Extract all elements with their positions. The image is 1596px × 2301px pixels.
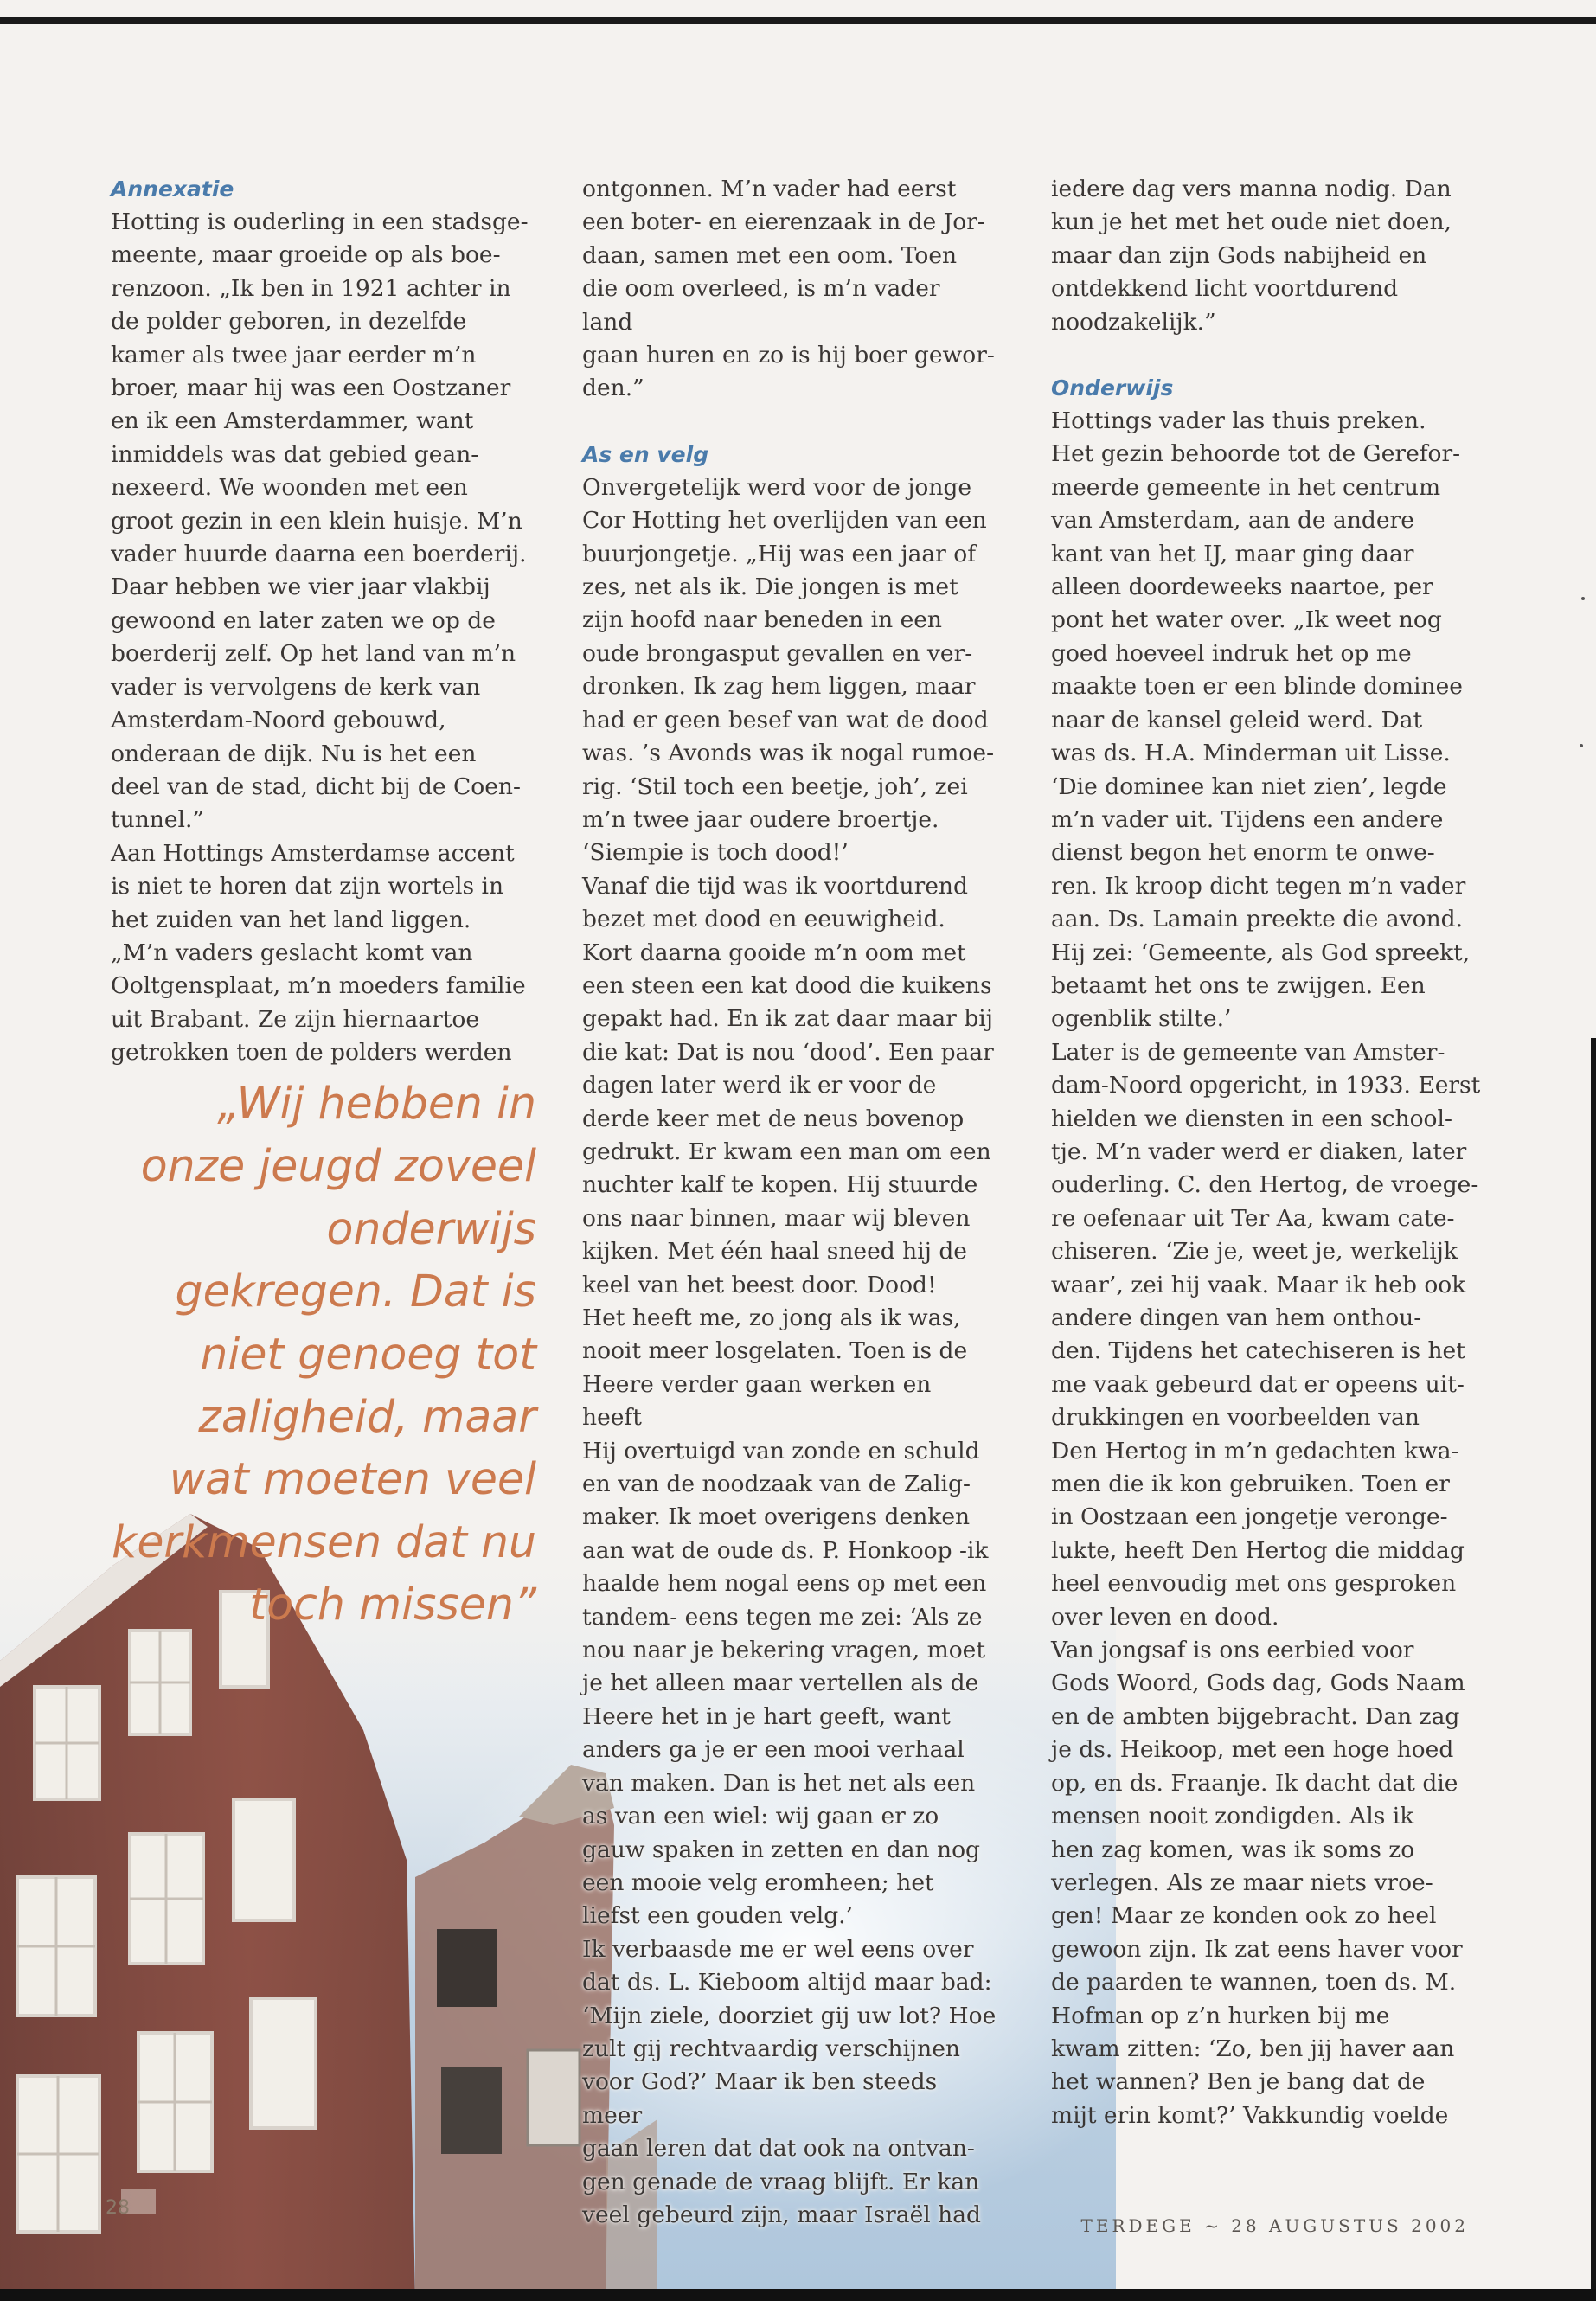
body-paragraph: ontgonnen. M’n vader had eerst een boter- en eierenzaak in de Jor- daan, samen met een oom. Toen die oom overleed, is m’n vader land gaan huren en zo is hij boer gewor- den.” — [582, 176, 995, 402]
pull-quote: „Wij hebben in onze jeugd zoveel onderwijs gekregen. Dat is niet genoeg tot zaligheid, maar wat moeten veel kerkmensen dat nu toch missen” — [112, 1078, 536, 1631]
publication-footer: TERDEGE ~ 28 AUGUSTUS 2002 — [1080, 2215, 1469, 2236]
body-paragraph: iedere dag vers manna nodig. Dan kun je het met het oude niet doen, maar dan zijn Gods nabijheid en ontdekkend licht voortdurend noodzakelijk.” — [1051, 176, 1452, 336]
section-heading-onderwijs: Onderwijs — [1051, 375, 1174, 401]
column-1 — [111, 173, 561, 1070]
page-number: 28 — [106, 2197, 130, 2219]
section-heading-annexatie: Annexatie — [111, 176, 234, 202]
body-paragraph: Vanaf die tijd was ik voortdurend bezet met dood en eeuwigheid. Kort daarna gooide m’n oom met een steen een kat dood die kuikens gepakt had. En ik zat daar maar bij die kat: Dat is nou ‘dood’. Een paar dagen later werd ik er voor de derde keer met de neus bovenop gedrukt. Er kwam een man om een nuchter kalf te kopen. Hij stuurde ons naar binnen, maar wij bleven kijken. Met één haal sneed hij de keel van het beest door. Dood! Het heeft me, zo jong als ik was, nooit meer losgelaten. Toen is de Heere verder gaan werken en heeft Hij overtuigd van zonde en schuld en van de noodzaak van de Zalig- maker. Ik moet overigens denken aan wat de oude ds. P. Honkoop -ik haalde hem nogal eens op met een tandem- eens tegen me zei: ‘Als ze nou naar je bekering vragen, moet je het alleen maar vertellen als de Heere het in je hart geeft, want anders ga je er een mooi verhaal van maken. Dan is het net als een as van een wiel: wij gaan er zo gauw spaken in zetten en dan nog een mooie velg eromheen; het liefst een gouden velg.’ — [582, 872, 994, 1930]
body-paragraph: Van jongsaf is ons eerbied voor Gods Woord, Gods dag, Gods Naam en de ambten bijgebracht. Dan zag je ds. Heikoop, met een hoge hoed op, en ds. Fraanje. Ik dacht dat die mensen nooit zondigden. Als ik hen zag komen, was ik soms zo verlegen. Als ze maar niets vroe- gen! Maar ze konden ook zo heel gewoon zijn. Ik zat eens haver voor de paarden te wannen, toen ds. M. Hofman op z’n hurken bij me kwam zitten: ‘Zo, ben jij haver aan het wannen? Ben je bang dat de mijt erin komt?’ Vakkundig voelde — [1051, 1637, 1465, 2129]
column-2 — [582, 173, 997, 2232]
column-3 — [1051, 173, 1484, 2132]
section-heading-as-en-velg: As en velg — [582, 441, 709, 467]
top-rule — [0, 17, 1596, 24]
body-paragraph: Aan Hottings Amsterdamse accent is niet te horen dat zijn wortels in het zuiden van het land liggen. „M’n vaders geslacht komt van Ooltgensplaat, m’n moeders familie uit Brabant. Ze zijn hiernaartoe getrokken toen de polders werden — [111, 839, 526, 1067]
page-edge — [1591, 1038, 1596, 2301]
page-edge — [0, 2289, 1596, 2301]
body-paragraph: Onvergetelijk werd voor de jonge Cor Hotting het overlijden van een buurjongetje. „Hij was een jaar of zes, net als ik. Die jongen is met zijn hoofd naar beneden in een oude brongasput gevallen en ver- dronken. Ik zag hem liggen, maar had er geen besef van wat de dood was. ’s Avonds was ik nogal rumoe- rig. ‘Stil toch een beetje, joh’, zei m’n twee jaar oudere broertje. ‘Siempie is toch dood!’ — [582, 473, 995, 867]
print-speck — [1580, 744, 1583, 747]
body-paragraph: Later is de gemeente van Amster- dam-Noord opgericht, in 1933. Eerst hielden we diensten in een school- tje. M’n vader werd er diaken, later ouderling. C. den Hertog, de vroege- re oefenaar uit Ter Aa, kwam cate- chiseren. ‘Zie je, weet je, werkelijk waar’, zei hij vaak. Maar ik heb ook andere dingen van hem onthou- den. Tijdens het catechiseren is het me vaak gebeurd dat er opeens uit- drukkingen en voorbeelden van Den Hertog in m’n gedachten kwa- men die ik kon gebruiken. Toen er in Oostzaan een jongetje veronge- lukte, heeft Den Hertog die middag heel eenvoudig met ons gesproken over leven en dood. — [1051, 1038, 1481, 1631]
print-speck — [1581, 597, 1585, 600]
body-paragraph: Ik verbaasde me er wel eens over dat ds. L. Kieboom altijd maar bad: ‘Mijn ziele, doorziet gij uw lot? Hoe zult gij rechtvaardig verschijnen voor God?’ Maar ik ben steeds meer gaan leren dat dat ook na ontvan- gen genade de vraag blijft. Er kan veel gebeurd zijn, maar Israël had — [582, 1935, 997, 2228]
body-paragraph: Hotting is ouderling in een stadsge- meente, maar groeide op als boe- renzoon. „Ik ben in 1921 achter in de polder geboren, in dezelfde kamer als twee jaar eerder m’n broer, maar hij was een Oostzaner en ik een Amsterdammer, want inmiddels was dat gebied gean- nexeerd. We woonden met een groot gezin in een klein huisje. M’n vader huurde daarna een boerderij. Daar hebben we vier jaar vlakbij gewoond en later zaten we op de boerderij zelf. Op het land van m’n vader is vervolgens de kerk van Amsterdam-Noord gebouwd, onderaan de dijk. Nu is het een deel van de stad, dicht bij de Coen- tunnel.” — [111, 208, 529, 834]
body-paragraph: Hottings vader las thuis preken. Het gezin behoorde tot de Gerefor- meerde gemeente in het centrum van Amsterdam, aan de andere kant van het IJ, maar ging daar alleen doordeweeks naartoe, per pont het water over. „Ik weet nog goed hoeveel indruk het op me maakte toen er een blinde dominee naar de kansel geleid werd. Dat was ds. H.A. Minderman uit Lisse. ‘Die dominee kan niet zien’, legde m’n vader uit. Tijdens een andere dienst begon het enorm te onwe- ren. Ik kroop dicht tegen m’n vader aan. Ds. Lamain preekte die avond. Hij zei: ‘Gemeente, als God spreekt, betaamt het ons te zwijgen. Een ogenblik stilte.’ — [1051, 407, 1471, 1033]
